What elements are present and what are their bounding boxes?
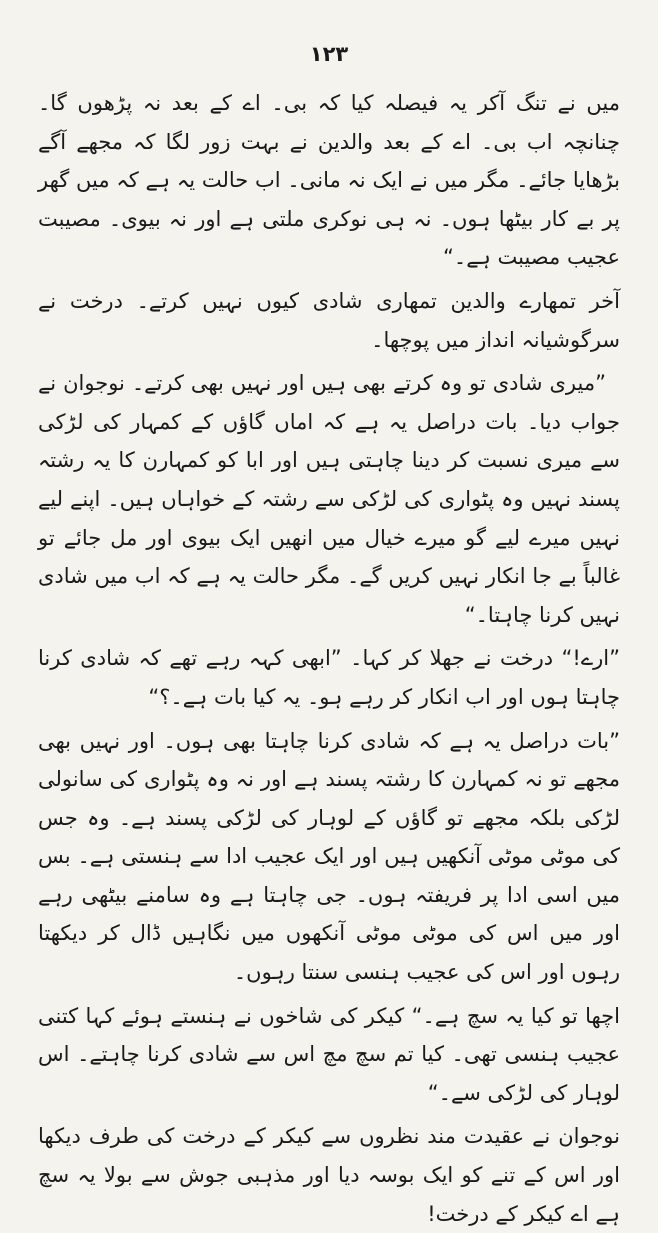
paragraph: ”میری شادی تو وہ کرتے بھی ہیں اور نہیں بھی کرتے۔ نوجوان نے جواب دیا۔ بات دراصل یہ ہے کہ اماں گاؤں کے کمہار کی لڑکی سے میری نسبت کر دینا چاہتی ہیں اور ابا کو کمہارن کا یہ رشتہ پسند نہیں وہ پٹواری کی لڑکی سے رشتہ کے خواہاں ہیں۔ اپنے لیے نہیں میرے لیے گو میرے خیال میں انھیں ایک بیوی اور مل جائے تو غالباً بے جا انکار نہیں کریں گے۔ مگر حالت یہ ہے کہ اب میں شادی نہیں کرنا چاہتا۔“: [38, 371, 620, 627]
paragraph: ”ارے!“ درخت نے جھلا کر کہا۔ ”ابھی کہہ رہے تھے کہ شادی کرنا چاہتا ہوں اور اب انکار کر رہے ہو۔ یہ کیا بات ہے۔؟“: [38, 646, 620, 709]
page-body: [38, 84, 620, 1233]
paragraph: نوجوان نے عقیدت مند نظروں سے کیکر کے درخت کی طرف دیکھا اور اس کے تنے کو ایک بوسہ دیا اور مذہبی جوش سے بولا یہ سچ ہے اے کیکر کے درخت!: [38, 1124, 620, 1226]
paragraph: آخر تمھارے والدین تمھاری شادی کیوں نہیں کرتے۔ درخت نے سرگوشیانہ انداز میں پوچھا۔: [38, 288, 620, 352]
paragraph: میں نے تنگ آکر یہ فیصلہ کیا کہ بی۔ اے کے بعد نہ پڑھوں گا۔ چنانچہ اب بی۔ اے کے بعد والدین نے بہت زور لگا کہ مجھے آگے بڑھایا جائے۔ مگر میں نے ایک نہ مانی۔ اب حالت یہ ہے کہ میں گھر پر بے کار بیٹھا ہوں۔ نہ ہی نوکری ملتی ہے اور نہ بیوی۔ مصیبت عجیب مصیبت ہے۔“: [38, 91, 620, 270]
paragraph: اچھا تو کیا یہ سچ ہے۔“ کیکر کی شاخوں نے ہنستے ہوئے کہا کتنی عجیب ہنسی تھی۔ کیا تم سچ مچ اس سے شادی کرنا چاہتے۔ اس لوہار کی لڑکی سے۔“: [38, 1003, 620, 1105]
paragraph: ”بات دراصل یہ ہے کہ شادی کرنا چاہتا بھی ہوں۔ اور نہیں بھی مجھے تو نہ کمہارن کا رشتہ پسند ہے اور نہ وہ پٹواری کی سانولی لڑکی بلکہ مجھے تو گاؤں کے لوہار کی لڑکی پسند ہے۔ وہ جس کی موٹی موٹی آنکھیں ہیں اور ایک عجیب ادا سے ہنستی ہے۔ بس میں اسی ادا پر فریفتہ ہوں۔ جی چاہتا ہے وہ سامنے بیٹھی رہے اور میں اس کی موٹی موٹی آنکھوں میں نگاہیں ڈال کر دیکھتا رہوں اور اس کی عجیب ہنسی سنتا رہوں۔: [38, 728, 620, 985]
page-number: ۱۲۳: [309, 42, 349, 66]
